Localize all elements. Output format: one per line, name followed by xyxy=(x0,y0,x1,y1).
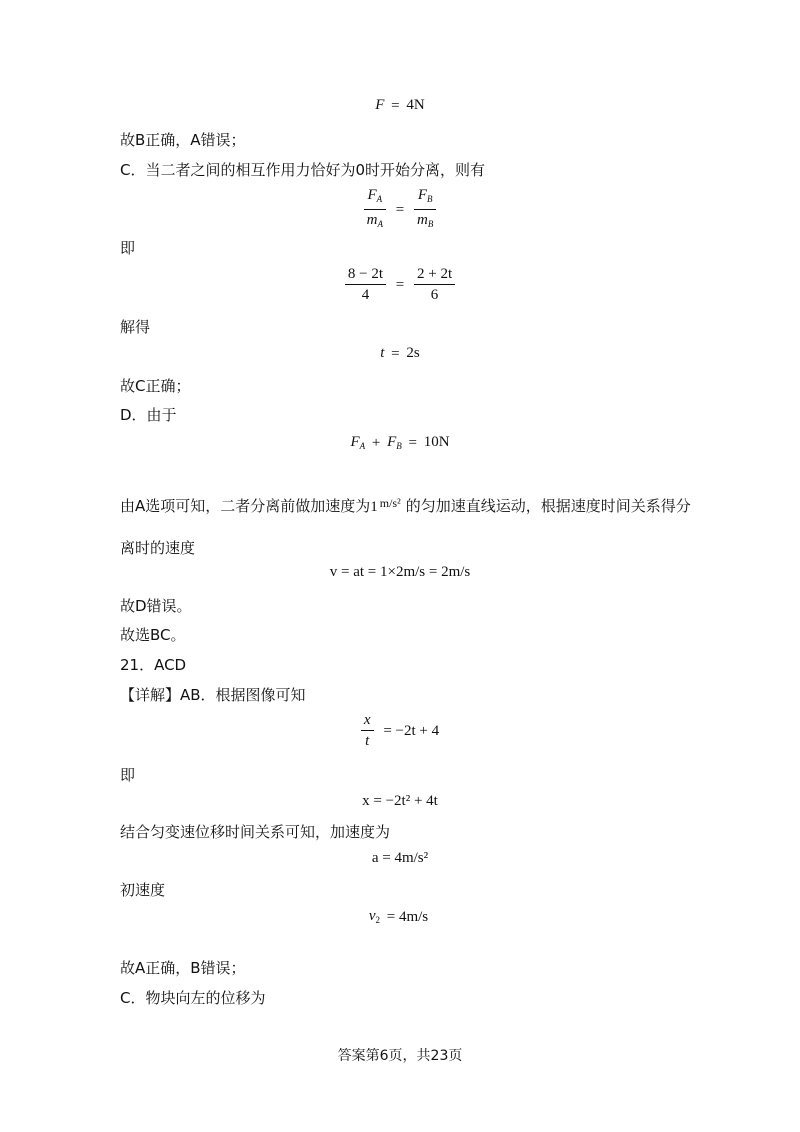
fraction-right: $\frac{2 + 2t}{6}$ xyxy=(414,264,455,305)
text-c-correct: 故C正确； xyxy=(120,377,191,395)
text-c-left-displacement: C．物块向左的位移为 xyxy=(120,989,266,1007)
eq-force-lhs: F xyxy=(375,97,385,113)
eq-force-rhs: 4N xyxy=(406,97,425,113)
text-d-wrong: 故D错误。 xyxy=(120,597,192,615)
text-a-correct: 故A正确，B错误； xyxy=(120,959,246,977)
text-d-intro: D．由于 xyxy=(120,406,177,424)
text-combine: 结合匀变速位移时间关系可知，加速度为 xyxy=(120,823,391,841)
fraction-left: $\frac{F_A}{m_A}$ xyxy=(364,185,386,234)
equation-displacement: x = −2t² + 4t xyxy=(362,793,438,809)
equation-initial-velocity: $v_2 = 4m/s$ xyxy=(368,908,429,925)
equation-force: F = 4N xyxy=(375,97,425,114)
fraction-left: $\frac{8 - 2t}{4}$ xyxy=(345,264,386,305)
page-footer: 答案第6页，共23页 xyxy=(337,1048,463,1064)
equation-time: t = 2s xyxy=(380,345,420,362)
text-c-intro: C．当二者之间的相互作用力恰好为0时开始分离，则有 xyxy=(120,161,486,179)
fraction-right: $\frac{F_B}{m_B}$ xyxy=(414,185,436,234)
equation-time-fraction: $\frac{8 - 2t}{4}$ = $\frac{2 + 2t}{6}$ xyxy=(0,264,800,305)
fraction-x-t: $\frac{x}{t}$ xyxy=(361,710,374,751)
text-acceleration: 由A选项可知，二者分离前做加速度为1 m/s² 的匀加速直线运动，根据速度时间关系得分 xyxy=(120,496,691,515)
equation-x-over-t: $\frac{x}{t}$ = −2t + 4 xyxy=(0,710,800,751)
text-question-21: 21．ACD xyxy=(120,656,187,674)
text-b-correct: 故B正确，A错误； xyxy=(120,131,246,149)
text-initial-velocity: 初速度 xyxy=(120,881,166,899)
text-jiede: 解得 xyxy=(120,318,151,336)
text-answer-bc: 故选BC。 xyxy=(120,626,186,644)
text-detail: 【详解】AB．根据图像可知 xyxy=(120,686,306,704)
text-ji-1: 即 xyxy=(120,239,136,257)
text-accel-continued: 离时的速度 xyxy=(120,539,196,557)
equation-ratio: $\frac{F_A}{m_A}$ = $\frac{F_B}{m_B}$ xyxy=(0,185,800,234)
equation-force-sum: $F_A + F_B = 10N$ xyxy=(350,434,450,451)
equation-acceleration: a = 4m/s² xyxy=(371,850,429,866)
text-ji-2: 即 xyxy=(120,766,136,784)
equation-velocity: v = at = 1×2m/s = 2m/s xyxy=(329,564,471,580)
